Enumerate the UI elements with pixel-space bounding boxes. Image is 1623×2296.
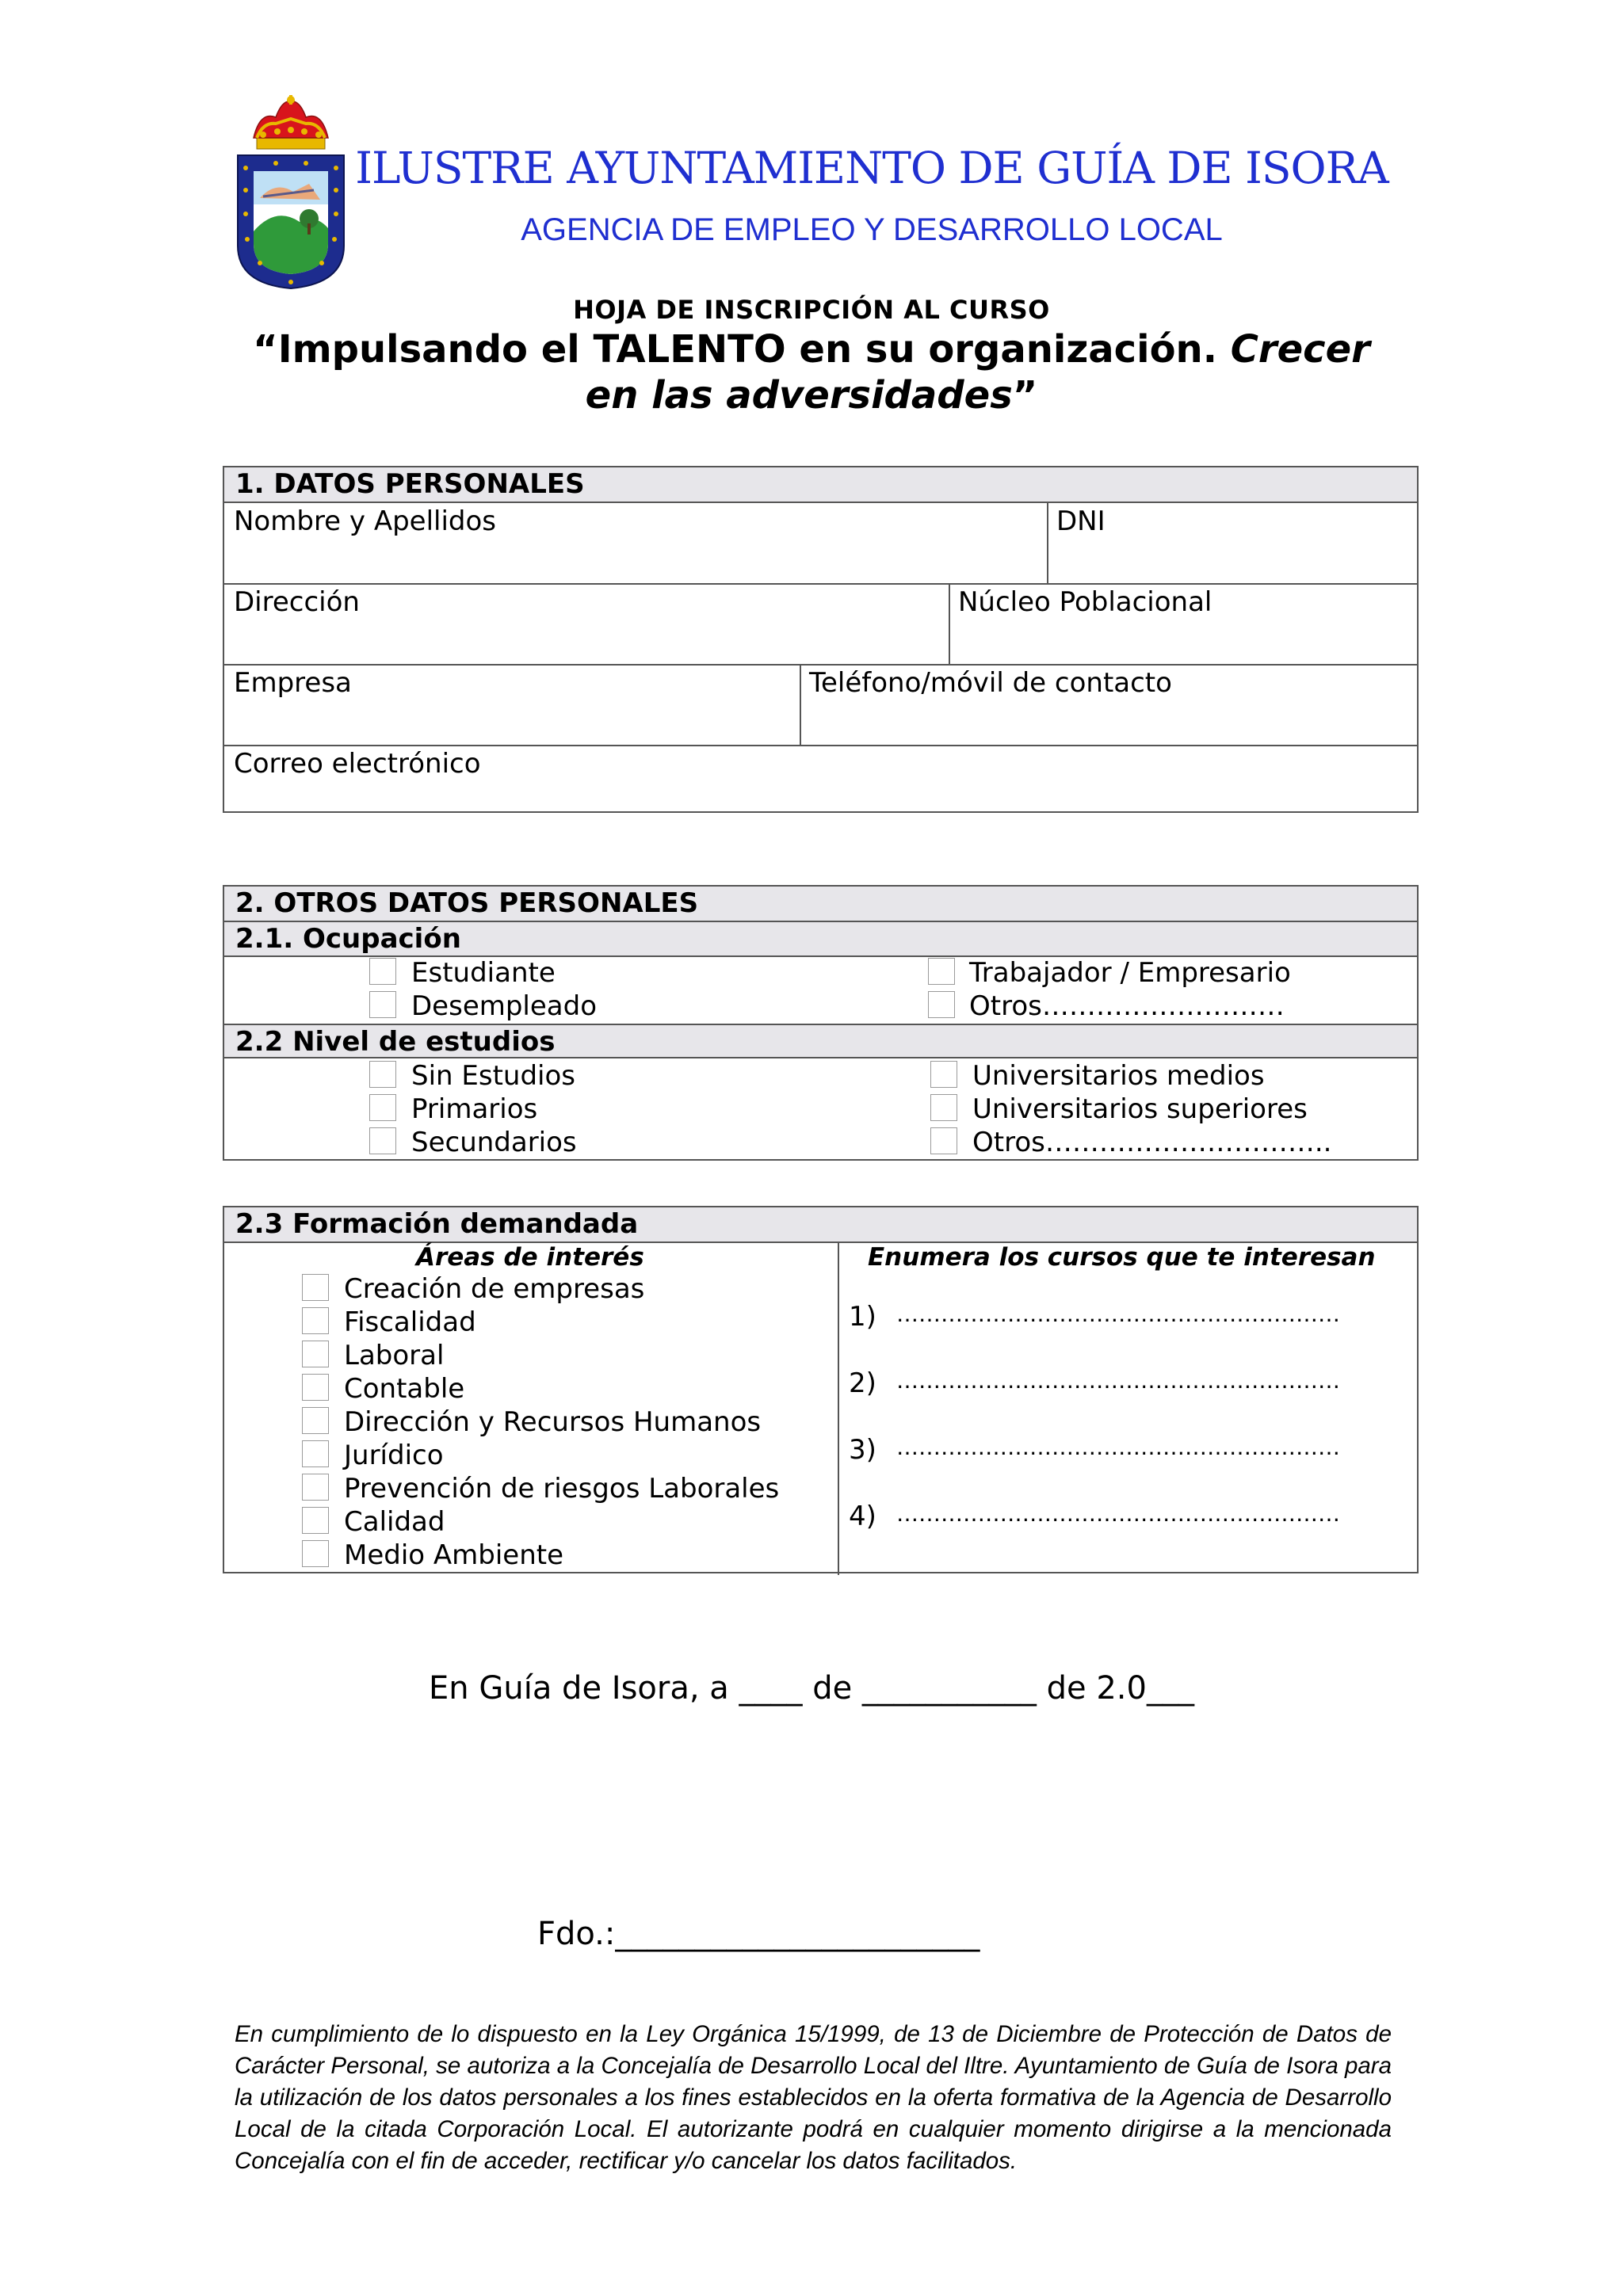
area-label: Laboral [344,1340,445,1371]
checkbox-calidad[interactable] [302,1507,329,1534]
subsection-header-nivel [224,1024,1417,1058]
option-label: Primarios [411,1093,538,1125]
field-dni[interactable]: DNI [1056,505,1106,537]
area-label: Dirección y Recursos Humanos [344,1406,762,1438]
section-header [224,1207,1417,1243]
course-title-line-1 [0,327,1623,372]
field-nombre[interactable]: Nombre y Apellidos [234,505,497,537]
course-title-close: ” [1012,373,1038,418]
section-title: 1. DATOS PERSONALES [235,468,585,500]
field-correo[interactable]: Correo electrónico [234,748,481,780]
checkbox-estudiante[interactable] [369,958,396,985]
legal-notice: En cumplimiento de lo dispuesto en la Ley Orgánica 15/1999, de 13 de Diciembre de Protección de Datos de Carácter Personal, se autoriza a la Concejalía de Desarrollo Local del Iltre. Ayuntamiento de Guía de Isora para la utilización de los datos personales a los fines establecidos en la oferta formativa de la Agencia de Desarrollo Local de la citada Corporación Local. El autorizante podrá en cualquier momento dirigirse a la mencionada Concejalía con el fin de acceder, rectificar y/o cancelar los datos facilitados. [235,2021,1392,2174]
section-header [224,467,1417,503]
field-nucleo[interactable]: Núcleo Poblacional [958,586,1212,618]
curso-number: 4) [849,1501,876,1532]
checkbox-otros-ocupacion[interactable] [928,991,955,1018]
checkbox-contable[interactable] [302,1374,329,1401]
checkbox-primarios[interactable] [369,1094,396,1121]
option-label: Universitarios medios [972,1060,1265,1092]
area-label: Jurídico [344,1440,444,1471]
subsection-title: 2.2 Nivel de estudios [235,1026,556,1058]
date-line[interactable]: En Guía de Isora, a ____ de ___________ de 2.0___ [429,1670,1194,1707]
org-title: ILUSTRE AYUNTAMIENTO DE GUÍA DE ISORA [355,143,1388,193]
curso-blank-2[interactable]: …………………………………………………… [896,1367,1340,1394]
checkbox-universitarios-medios[interactable] [930,1061,957,1088]
curso-number: 1) [849,1301,876,1333]
field-direccion[interactable]: Dirección [234,586,360,618]
checkbox-trabajador[interactable] [928,958,955,985]
areas-header: Áreas de interés [416,1243,644,1272]
area-label: Prevención de riesgos Laborales [344,1473,780,1505]
course-title-italic-1: Crecer [1230,327,1370,372]
checkbox-universitarios-superiores[interactable] [930,1094,957,1121]
checkbox-otros-estudios[interactable] [930,1127,957,1154]
crown-icon [254,95,328,149]
subsection-header-ocupacion [224,922,1417,957]
curso-number: 2) [849,1367,876,1399]
checkbox-direccion-rrhh[interactable] [302,1407,329,1434]
option-label: Secundarios [411,1127,577,1158]
org-subtitle: AGENCIA DE EMPLEO Y DESARROLLO LOCAL [521,212,1223,247]
section-formacion-demandada [223,1206,1419,1573]
checkbox-sin-estudios[interactable] [369,1061,396,1088]
curso-blank-4[interactable]: …………………………………………………… [896,1501,1340,1527]
section-header [224,887,1417,922]
checkbox-creacion-empresas[interactable] [302,1274,329,1301]
subsection-title: 2.1. Ocupación [235,923,461,955]
field-telefono[interactable]: Teléfono/móvil de contacto [809,667,1172,699]
section-title: 2. OTROS DATOS PERSONALES [235,887,699,919]
section-otros-datos [223,885,1419,1161]
checkbox-medio-ambiente[interactable] [302,1540,329,1567]
course-title-open: “Impulsando el TALENTO en su organización. [253,327,1217,372]
option-label: Estudiante [411,957,556,989]
curso-number: 3) [849,1434,876,1466]
option-label: Otros……………………… [969,990,1285,1022]
course-title-line-2 [0,373,1623,418]
signature-line[interactable]: Fdo.:_______________________ [537,1916,980,1952]
checkbox-laboral[interactable] [302,1341,329,1367]
curso-blank-1[interactable]: …………………………………………………… [896,1301,1340,1327]
field-empresa[interactable]: Empresa [234,667,352,699]
option-label: Universitarios superiores [972,1093,1308,1125]
curso-blank-3[interactable]: …………………………………………………… [896,1434,1340,1460]
area-label: Medio Ambiente [344,1539,564,1571]
area-label: Creación de empresas [344,1273,645,1305]
area-label: Contable [344,1373,465,1405]
checkbox-juridico[interactable] [302,1440,329,1467]
option-label: Desempleado [411,990,598,1022]
section-title: 2.3 Formación demandada [235,1208,639,1240]
area-label: Calidad [344,1506,445,1538]
checkbox-fiscalidad[interactable] [302,1307,329,1334]
option-label: Trabajador / Empresario [969,957,1291,989]
checkbox-desempleado[interactable] [369,991,396,1018]
checkbox-secundarios[interactable] [369,1127,396,1154]
cursos-header: Enumera los cursos que te interesan [868,1243,1376,1272]
course-title-italic-2: en las adversidades [585,373,1013,418]
section-datos-personales [223,466,1419,813]
checkbox-prevencion-riesgos[interactable] [302,1474,329,1501]
option-label: Otros………………………….. [972,1127,1332,1158]
form-label: HOJA DE INSCRIPCIÓN AL CURSO [573,295,1050,325]
area-label: Fiscalidad [344,1306,476,1338]
option-label: Sin Estudios [411,1060,576,1092]
